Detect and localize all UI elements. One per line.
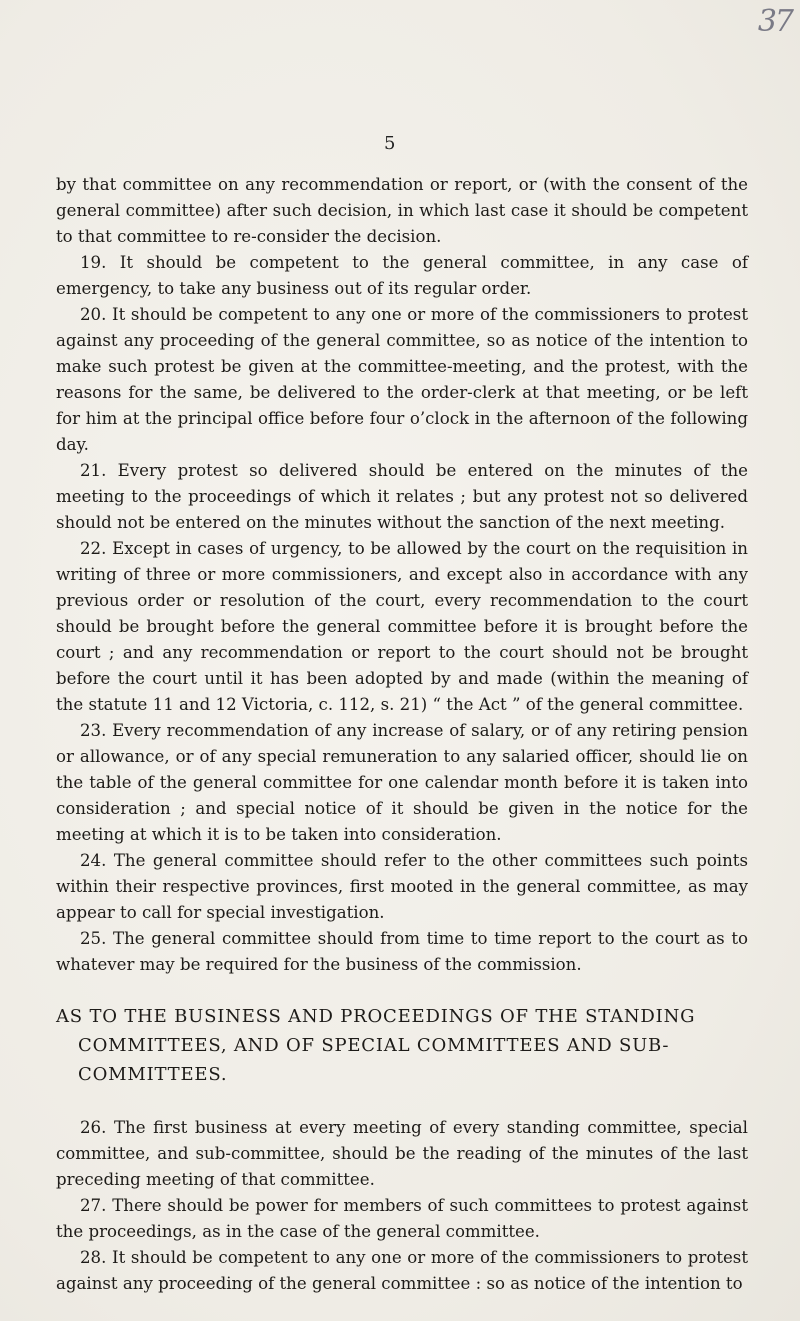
paragraph-text: Every recommendation of any increase of salary, or of any retiring pension or allowance, or of any special remuneration to any salaried officer, should lie on the table of the general committee for one calendar month before it is taken into consideration ; and special notice of it should be given in the notice for the meeting at which it is to be taken into consideration. (56, 721, 748, 844)
paragraph-25 (56, 926, 748, 978)
paragraph-number: 24. (80, 851, 107, 870)
paragraph-text: Every protest so delivered should be entered on the minutes of the meeting to the proceedings of which it relates ; but any protest not so delivered should not be entered on the minutes without the sanction of the next meeting. (56, 461, 748, 532)
paragraph-26 (56, 1115, 748, 1193)
paragraph-number: 23. (80, 721, 107, 740)
paragraph-number: 21. (80, 461, 107, 480)
paragraph-text: The first business at every meeting of every standing committee, special committee, and sub-committee, should be the reading of the minutes of the last preceding meeting of that committee. (56, 1118, 748, 1189)
paragraph-28 (56, 1245, 748, 1297)
paragraph-text: It should be competent to any one or more of the commissioners to protest against any proceeding of the general committee, so as notice of the intention to make such protest be given at the committee-meeting, and the protest, with the reasons for the same, be delivered to the order-clerk at that meeting, or be left for him at the principal office before four o’clock in the afternoon of the following day. (56, 305, 748, 454)
paragraph-number: 20. (80, 305, 107, 324)
section-heading: AS TO THE BUSINESS AND PROCEEDINGS OF THE STANDING COMMITTEES, AND OF SPECIAL COMMITTEES AND SUB-COMMITTEES. (56, 1006, 696, 1085)
document-body (56, 172, 748, 1297)
paragraph-text: The general committee should from time to time report to the court as to whatever may be required for the business of the commission. (56, 929, 748, 974)
handwritten-folio-mark: 37 (757, 4, 792, 39)
paragraph-number: 27. (80, 1196, 107, 1215)
paragraph-number: 25. (80, 929, 107, 948)
paragraph-number: 22. (80, 539, 107, 558)
paragraph-text: It should be competent to any one or more of the commissioners to protest against any proceeding of the general committee : so as notice of the intention to (56, 1248, 748, 1293)
paragraph-text: The general committee should refer to the other committees such points within their respective provinces, first mooted in the general committee, as may appear to call for special investigation. (56, 851, 748, 922)
paragraph-27 (56, 1193, 748, 1245)
paragraph-text: It should be competent to the general committee, in any case of emergency, to take any business out of its regular order. (56, 253, 748, 298)
paragraph-19 (56, 250, 748, 302)
paragraph-23 (56, 718, 748, 848)
paragraph-text: There should be power for members of such committees to protest against the proceedings, as in the case of the general committee. (56, 1196, 748, 1241)
paragraph-24 (56, 848, 748, 926)
paragraph-number: 26. (80, 1118, 107, 1137)
paragraph-text: Except in cases of urgency, to be allowed by the court on the requisition in writing of three or more commissioners, and except also in accordance with any previous order or resolution of the court, every recommendation to the court should be brought before the general committee before it is brought before the court ; and any recommendation or report to the court should not be brought before the court until it has been adopted by and made (within the meaning of the statute 11 and 12 Victoria, c. 112, s. 21) “ the Act ” of the general committee. (56, 539, 748, 714)
paragraph-number: 28. (80, 1248, 107, 1267)
paragraph-22 (56, 536, 748, 718)
paragraph-number: 19. (80, 253, 107, 272)
page-number: 5 (384, 133, 396, 154)
paragraph-text: by that committee on any recommendation or report, or (with the consent of the general committee) after such decision, in which last case it should be competent to that committee to re-consider the decision. (56, 175, 748, 246)
paragraph-20 (56, 302, 748, 458)
paragraph-21 (56, 458, 748, 536)
paragraph-continued (56, 172, 748, 250)
